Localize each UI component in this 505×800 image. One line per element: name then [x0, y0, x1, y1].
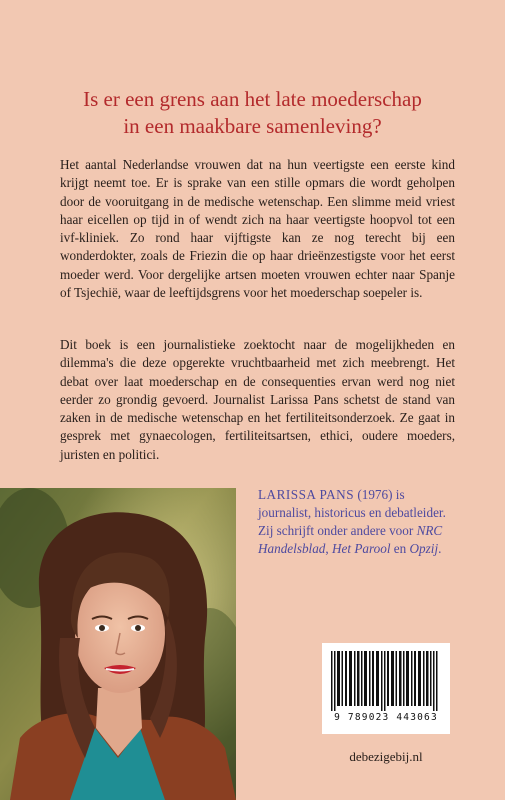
headline-line-2: in een maakbare samenleving?: [123, 114, 382, 138]
blurb-paragraph-1: Het aantal Nederlandse vrouwen dat na hun veertigste een eerste kind krijgt neemt toe. Er is sprake van een stille opmars die wordt geholpen door de vooruitgang in de medische wetenschap. Een slimme meid vriest haar eicellen op tijd in of wendt zich na haar veertigste hoopvol tot een ivf-kliniek. Zo rond haar vijftigste kan ze nog terecht bij een wonderdokter, zoals de Friezin die op haar drieënzestigste voor het eerst moeder werd. Voor dergelijke artsen moeten vrouwen echter naar Spanje of Tsjechië, waar de leeftijdsgrens voor het moederschap soepeler is.: [60, 157, 455, 301]
bio-end: .: [438, 541, 442, 556]
publication-opzij: Opzij: [409, 541, 439, 556]
publisher-website: debezigebij.nl: [349, 749, 423, 764]
bio-separator-1: ,: [325, 541, 332, 556]
blurb-paragraph-2: Dit boek is een journalistieke zoektocht naar de mogelijkheden en dilemma's die deze opgerekte vruchtbaarheid met zich meebrengt. Het debat over laat moederschap en de consequenties ervan werd nog niet eerder zo grondig gevoerd. Journalist Larissa Pans schetst de stand van zaken in de medische wetenschap en het fertiliteitsonderzoek. Ze gaat in gesprek met gynaecologen, fertiliteitsartsen, ethici, oudere moeders, juristen en politici.: [60, 337, 455, 462]
author-bio: [258, 486, 458, 558]
headline-line-1: Is er een grens aan het late moederschap: [83, 87, 422, 111]
publication-nrc: NRC Handelsblad: [258, 523, 443, 556]
bio-text: (1976) is journalist, historicus en debatleider. Zij schrijft onder andere voor: [258, 487, 446, 538]
isbn-number: 9 789023 443063: [334, 712, 438, 723]
barcode-bars: [329, 651, 443, 711]
back-cover-headline: [0, 86, 505, 140]
isbn-barcode: [322, 643, 450, 734]
publication-parool: Het Parool: [332, 541, 391, 556]
author-name: LARISSA PANS: [258, 487, 355, 502]
author-portrait-image: [0, 488, 236, 800]
author-photo: [0, 488, 236, 800]
bio-separator-2: en: [390, 541, 410, 556]
